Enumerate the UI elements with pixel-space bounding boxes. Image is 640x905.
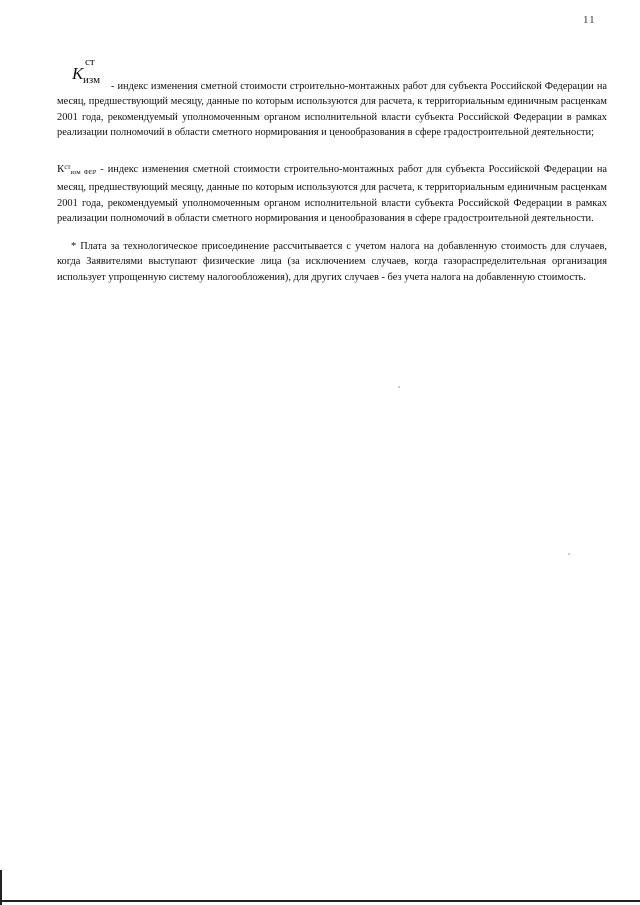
formula-symbol: K — [72, 64, 84, 83]
paragraph-1-text: - индекс изменения сметной стоимости строительно-монтажных работ для субъекта Российской Федерации на месяц, предшествующий месяцу, данные по которым используются для расчета, к территориальным единичным расценкам 2001 года, рекомендуемый уполномоченным органом исполнительной власти субъекта Российской Федерации в рамках реализации полномочий в области сметного нормирования и ценообразования в сфере градостроительной деятельности; — [57, 81, 607, 139]
paragraph-index-definition-1 — [57, 79, 607, 141]
page-number: 11 — [583, 14, 596, 26]
paragraph-2-text: - индекс изменения сметной стоимости строительно-монтажных работ для субъекта Российской Федерации на месяц, предшествующий месяцу, данные по которым используются для расчета, к территориальным единичным расценкам 2001 года, рекомендуемый уполномоченным органом исполнительной власти субъекта Российской Федерации в рамках реализации полномочий в области сметного нормирования и ценообразования в сфере градостроительной деятельности. — [57, 164, 607, 225]
paragraph-2-superscript: ст — [64, 163, 71, 171]
scan-bottom-edge — [0, 900, 640, 902]
formula-superscript: ст — [85, 56, 95, 68]
scan-left-edge — [0, 870, 2, 905]
paragraph-2-subscript: изм ФЕР — [70, 169, 97, 176]
paragraph-3-text: * Плата за технологическое присоединение рассчитывается с учетом налога на добавленную стоимость для случаев, когда Заявителями выступают физические лица (за исключением случаев, когда газораспределительная организация использует упрощенную систему налогообложения), для других случаев - без учета налога на добавленную стоимость. — [57, 241, 607, 283]
paragraph-vat-note — [57, 239, 607, 285]
paragraph-2-symbol: К — [57, 163, 65, 175]
scan-speck — [398, 386, 400, 388]
scan-speck — [568, 553, 570, 555]
formula-subscript: изм — [83, 74, 101, 86]
paragraph-index-definition-2 — [57, 160, 607, 227]
